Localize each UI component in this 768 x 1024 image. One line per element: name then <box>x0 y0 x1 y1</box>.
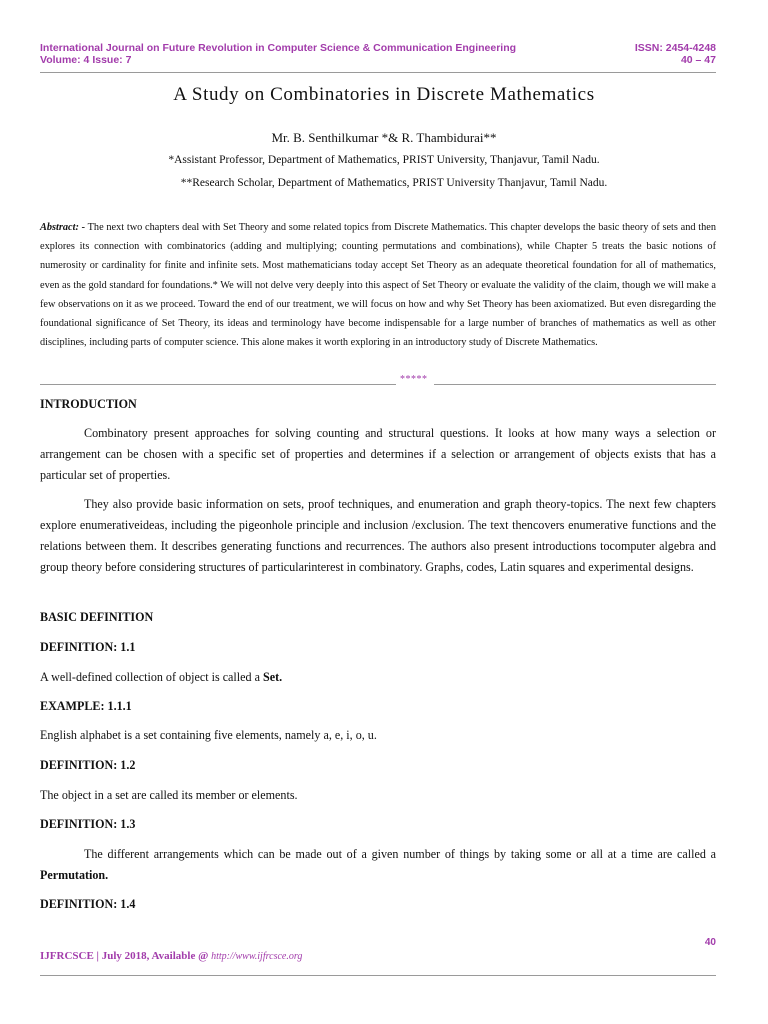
definition-1-3-body: The different arrangements which can be made out of a given number of things by taking some or all at a time are called a <box>84 847 716 861</box>
abstract-label: Abstract: - <box>40 222 86 233</box>
intro-paragraph-1: Combinatory present approaches for solving counting and structural questions. It looks at how many ways a selection or arrangement can be chosen with a specific set of properties and determines if a selection or arrangement of objects exists that has a particular set of properties. <box>40 426 716 482</box>
footer-journal: IJFRCSCE | July 2018, Available @ <box>40 950 212 962</box>
definition-1-2-text: The object in a set are called its member or elements. <box>40 788 298 802</box>
definition-1-1-text <box>40 667 716 688</box>
heading-definition-1-3: DEFINITION: 1.3 <box>40 817 136 831</box>
heading-basic-definition: BASIC DEFINITION <box>40 610 154 624</box>
example-1-1-1-text: English alphabet is a set containing five elements, namely a, e, i, o, u. <box>40 728 377 742</box>
header-pages: 40 – 47 <box>680 54 716 66</box>
abstract-text: The next two chapters deal with Set Theory and some related topics from Discrete Mathematics. This chapter develops the basic theory of sets and then explores its connection with combinatorics (adding and multiplying; counting permutations and combinations), while Chapter 5 treats the basic notions of numerosity or cardinality for finite and infinite sets. Most mathematicians today accept Set Theory as an adequate theoretical foundation for all of mathematics, even as the gold standard for foundations.* We will not delve very deeply into this aspect of Set Theory or evaluate the validity of the claim, though we will make a few observations on it as we proceed. Toward the end of our treatment, we will focus on how and why Set Theory has been axiomatized. But even disregarding the foundational significance of Set Theory, its ideas and terminology have become indispensable for a large number of branches of mathematics as well as other disciplines, including parts of computer science. This alone makes it worth exploring in an introductory study of Discrete Mathematics. <box>40 222 717 349</box>
abstract-separator <box>40 376 716 388</box>
definition-1-3-text <box>40 844 716 886</box>
separator-stars: ***** <box>400 374 428 385</box>
separator-line-left <box>40 384 396 385</box>
heading-example-1-1-1: EXAMPLE: 1.1.1 <box>40 699 132 713</box>
footer-rule <box>40 975 716 976</box>
header-rule <box>40 72 716 73</box>
heading-definition-1-4: DEFINITION: 1.4 <box>40 897 136 911</box>
footer <box>40 950 302 962</box>
definition-1-1-term: Set. <box>262 670 283 684</box>
affiliation-2: **Research Scholar, Department of Mathematics, PRIST University Thanjavur, Tamil Nadu. <box>180 177 608 189</box>
header-journal-block <box>40 42 516 66</box>
separator-line-right <box>434 384 716 385</box>
heading-definition-1-2: DEFINITION: 1.2 <box>40 758 136 772</box>
paper-title: A Study on Combinatories in Discrete Mathematics <box>173 84 595 105</box>
header-journal-name: International Journal on Future Revolution in Computer Science & Communication Engineering <box>40 42 517 54</box>
paper-authors: Mr. B. Senthilkumar *& R. Thambidurai** <box>271 130 497 145</box>
footer-url-link[interactable]: http://www.ijfrcsce.org <box>211 951 303 962</box>
affiliation-1: *Assistant Professor, Department of Mathematics, PRIST University, Thanjavur, Tamil Nadu. <box>168 154 600 166</box>
heading-definition-1-1: DEFINITION: 1.1 <box>40 640 136 654</box>
definition-1-1-body: A well-defined collection of object is called a <box>40 670 263 684</box>
header-issn: ISSN: 2454-4248 <box>634 42 716 54</box>
header-issn-block <box>635 42 716 66</box>
footer-page-number: 40 <box>704 937 716 948</box>
intro-paragraph-2: They also provide basic information on sets, proof techniques, and enumeration and graph theory-topics. The next few chapters explore enumerativeideas, including the pigeonhole principle and inclusion /exclusion. The text thencovers enumerative functions and the relations between them. It describes generating functions and recurrences. The authors also present introductions tocomputer algebra and group theory before considering structures of particularinterest in combinatory. Graphs, codes, Latin squares and experimental designs. <box>40 497 716 574</box>
definition-1-3-term: Permutation. <box>40 868 109 882</box>
abstract <box>40 218 716 352</box>
header-volume: Volume: 4 Issue: 7 <box>40 54 132 66</box>
heading-introduction: INTRODUCTION <box>40 397 137 411</box>
